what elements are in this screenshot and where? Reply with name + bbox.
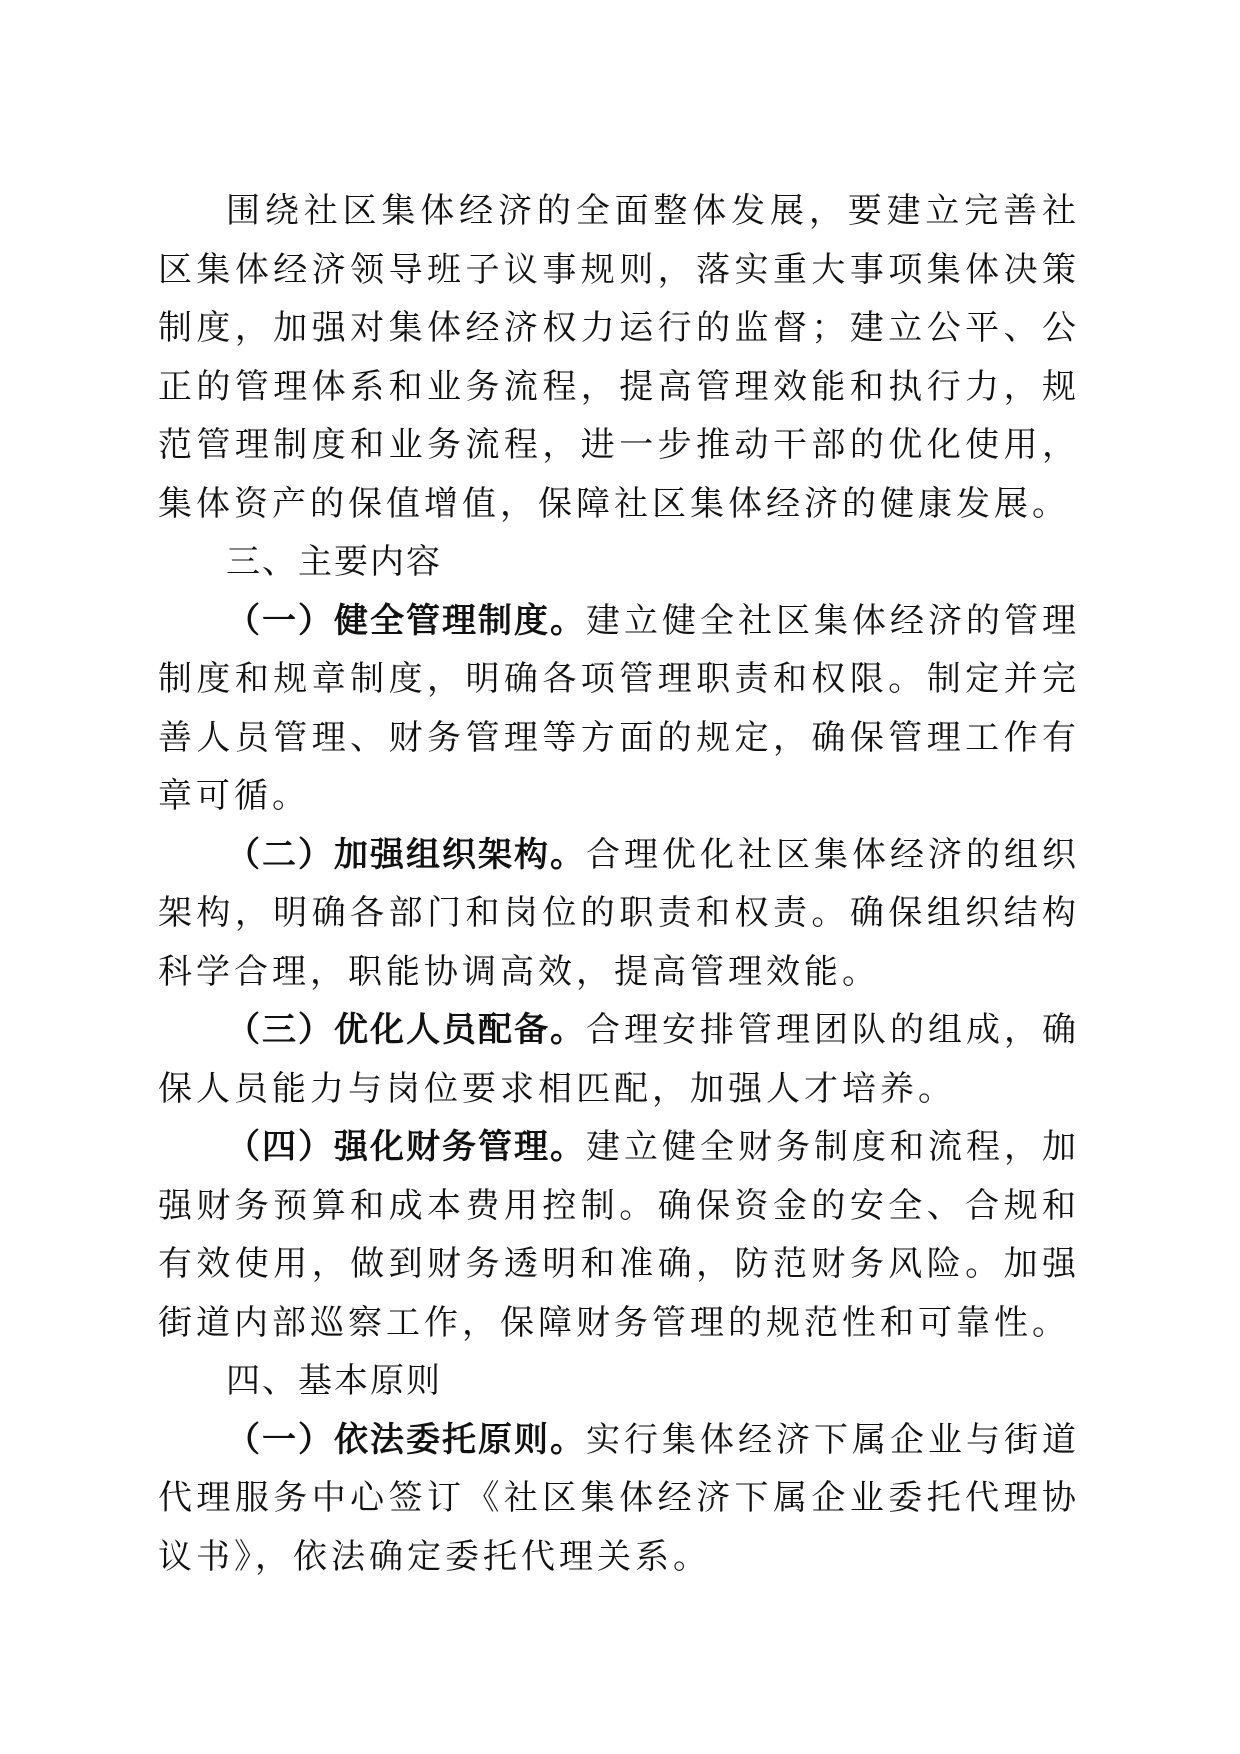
section-heading-main-content: 三、主要内容 <box>226 542 442 582</box>
item-text: 合理安排管理团队的组成，确保人员能力与岗位要求相匹配，加强人才培养。 <box>158 1010 1080 1109</box>
item-management-system <box>158 592 1080 826</box>
item-text: 实行集体经济下属企业与街道代理服务中心签订《社区集体经济下属企业委托代理协议书》，依法确定委托代理关系。 <box>158 1419 1080 1577</box>
item-lead: （三）优化人员配备。 <box>226 1010 586 1050</box>
section-heading-basic-principles: 四、基本原则 <box>226 1361 442 1401</box>
item-lead: （二）加强组织架构。 <box>226 834 586 875</box>
document-body <box>158 182 1080 1586</box>
item-lead: （四）强化财务管理。 <box>226 1127 586 1167</box>
item-lead: （一）依法委托原则。 <box>226 1419 586 1460</box>
intro-paragraph: 围绕社区集体经济的全面整体发展，要建立完善社区集体经济领导班子议事规则，落实重大事项集体决策制度，加强对集体经济权力运行的监督；建立公平、公正的管理体系和业务流程，提高管理效能和执行力，规范管理制度和业务流程，进一步推动干部的优化使用，集体资产的保值增值，保障社区集体经济的健康发展。 <box>158 191 1080 524</box>
item-text: 合理优化社区集体经济的组织架构，明确各部门和岗位的职责和权责。确保组织结构科学合理，职能协调高效，提高管理效能。 <box>158 834 1080 992</box>
item-organization-structure <box>158 826 1080 1002</box>
item-financial-management <box>158 1118 1080 1352</box>
item-staffing <box>158 1001 1080 1118</box>
item-text: 建立健全社区集体经济的管理制度和规章制度，明确各项管理职责和权限。制定并完善人员管理、财务管理等方面的规定，确保管理工作有章可循。 <box>158 600 1080 816</box>
item-lead: （一）健全管理制度。 <box>226 600 586 641</box>
item-text: 建立健全财务制度和流程，加强财务预算和成本费用控制。确保资金的安全、合规和有效使用，做到财务透明和准确，防范财务风险。加强街道内部巡察工作，保障财务管理的规范性和可靠性。 <box>158 1127 1080 1343</box>
item-lawful-entrustment <box>158 1411 1080 1587</box>
